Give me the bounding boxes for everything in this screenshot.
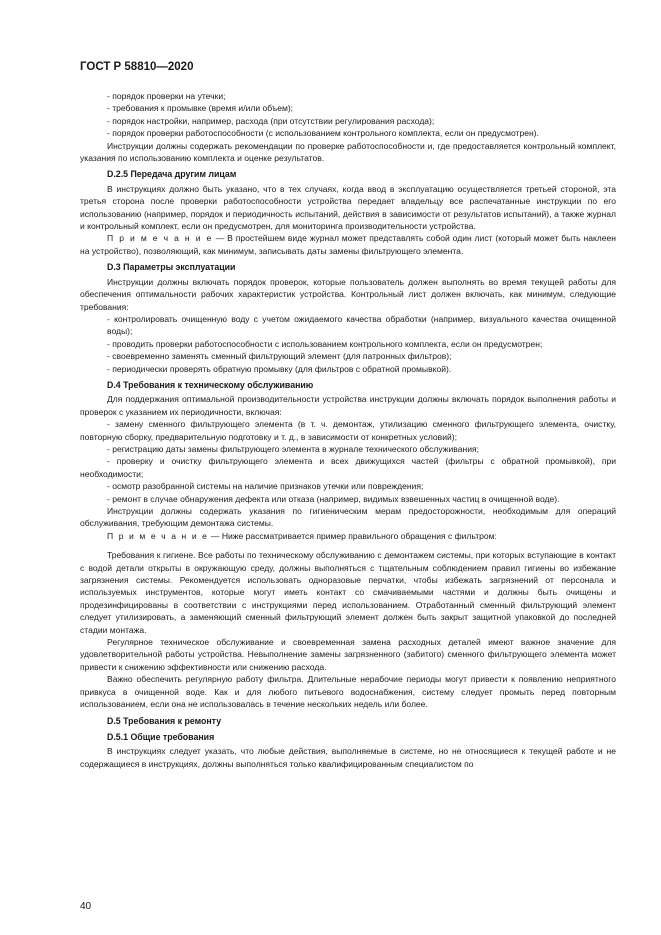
list-item: - своевременно заменять сменный фильтрующий элемент (для патронных фильтров);	[107, 351, 452, 362]
page-number: 40	[80, 901, 92, 912]
paragraph: Регулярное техническое обслуживание и своевременная замена расходных деталей имеют важное значение для удовлетворительной работы устройства. Невыполнение замены загрязненного (забитого) сменного фильтрующего элемента может привести к снижению эффективности или снижению расхода.	[80, 637, 616, 672]
paragraph: Инструкции должны содержать указания по гигиеническим мерам предосторожности, необходимым для операций обслуживания, требующим демонтажа системы.	[80, 506, 616, 529]
paragraph: - осмотр разобранной системы на наличие признаков утечки или повреждения;	[107, 481, 424, 492]
body-text	[80, 90, 616, 770]
list-item: - периодически проверять обратную промывку (для фильтров с обратной промывкой).	[107, 363, 452, 374]
list-item: - порядок проверки на утечки;	[107, 91, 226, 101]
list-item: - порядок настройки, например, расхода (при отсутствии регулирования расхода);	[107, 115, 435, 126]
note-paragraph	[80, 232, 616, 257]
section-heading: D.5.1 Общие требования	[107, 731, 215, 742]
list-item: - требования к промывке (время и/или объем);	[107, 103, 294, 114]
standard-header: ГОСТ Р 58810—2020	[80, 61, 194, 73]
paragraph: В инструкциях должно быть указано, что в тех случаях, когда ввод в эксплуатацию осуществляется третьей стороной, эта третья сторона после проверки работоспособности устройства передает владельцу все распечатанные инструкции по его использованию (например, порядок и периодичность испытаний, действия в зависимости от результатов испытаний), а также журнал и контрольный комплект, если он предусмотрен, для мониторинга производительности устройства.	[80, 183, 616, 232]
paragraph: Инструкции должны включать порядок проверок, которые пользователь должен выполнять во время текущей работы для обеспечения оптимальности рабочих характеристик устройства. Контрольный лист должен включать, как минимум, следующие требования:	[80, 276, 616, 312]
paragraph: Для поддержания оптимальной производительности устройства инструкции должны включать порядок выполнения работы и проверок с указанием их периодичности, включая:	[80, 394, 616, 417]
list-item: - порядок проверки работоспособности (с использованием контрольного комплекта, если он предусмотрен).	[107, 128, 539, 139]
paragraph: - ремонт в случае обнаружения дефекта или отказа (например, видимых взвешенных частиц в очищенной воде).	[107, 493, 560, 504]
paragraph: - проверку и очистку фильтрующего элемента и всех движущихся частей (фильтры с обратной промывкой), при необходимости;	[80, 456, 616, 479]
note-paragraph	[80, 530, 616, 542]
paragraph: Инструкции должны содержать рекомендации по проверке работоспособности и, где предоставляется контрольный комплект, указания по использованию комплекта и оценке результатов.	[80, 140, 616, 164]
paragraph: Требования к гигиене. Все работы по техническому обслуживанию с демонтажем системы, при которых вступающие в контакт с водой детали открыты в окружающую среду, должны выполняться с тщательным соблюдением правил гигиены во избежание загрязнения системы. Рекомендуется использовать одноразовые перчатки, чтобы избежать загрязнений от персонала и используемых инструментов, которые могут иметь контакт со смачиваемыми частями и должны быть очищены и продезинфицированы в соответствии с инструкциями перед использованием. Отработанный сменный фильтрующий элемент следует утилизировать, а заменяющий сменный фильтрующий элемент должен быть закрыт защитной упаковкой до последней стадии монтажа.	[80, 550, 616, 635]
paragraph: Важно обеспечить регулярную работу фильтра. Длительные нерабочие периоды могут привести к появлению неприятного привкуса в очищенной воде. Как и для любого питьевого водоснабжения, систему следует промыть перед повторным использованием, если она не использовалась в течение нескольких недель или более.	[80, 674, 616, 710]
section-heading: D.2.5 Передача другим лицам	[107, 169, 237, 180]
section-heading: D.4 Требования к техническому обслуживанию	[107, 379, 314, 390]
note-text: — В простейшем виде журнал может представлять собой один лист (который может быть наклеен на устройство), позволяющий, как минимум, записывать даты замены фильтрующего элемента.	[80, 233, 616, 256]
paragraph: - регистрацию даты замены фильтрующего элемента в журнале технического обслуживания;	[107, 443, 479, 454]
section-heading: D.3 Параметры эксплуатации	[107, 262, 236, 273]
section-heading: D.5 Требования к ремонту	[107, 715, 222, 726]
list-item: - проводить проверки работоспособности с использованием контрольного комплекта, если он предусмотрен;	[107, 338, 543, 349]
paragraph: - замену сменного фильтрующего элемента (в т. ч. демонтаж, утилизацию сменного фильтрующего элемента, очистку, повторную сборку, предварительную подготовку и т. д., в зависимости от конкретных условий);	[80, 419, 616, 442]
note-label: П р и м е ч а н и е	[107, 233, 213, 244]
note-label: П р и м е ч а н и е	[107, 530, 209, 541]
list-item: - контролировать очищенную воду с учетом ожидаемого качества обработки (например, визуального качества очищенной воды);	[107, 313, 616, 337]
note-text: — Ниже рассматривается пример правильного обращения с фильтром:	[208, 530, 497, 541]
paragraph: В инструкциях следует указать, что любые действия, выполняемые в системе, но не относящиеся к текущей работе и не содержащиеся в инструкциях, должны выполняться только квалифицированным специалистом по	[80, 746, 616, 769]
